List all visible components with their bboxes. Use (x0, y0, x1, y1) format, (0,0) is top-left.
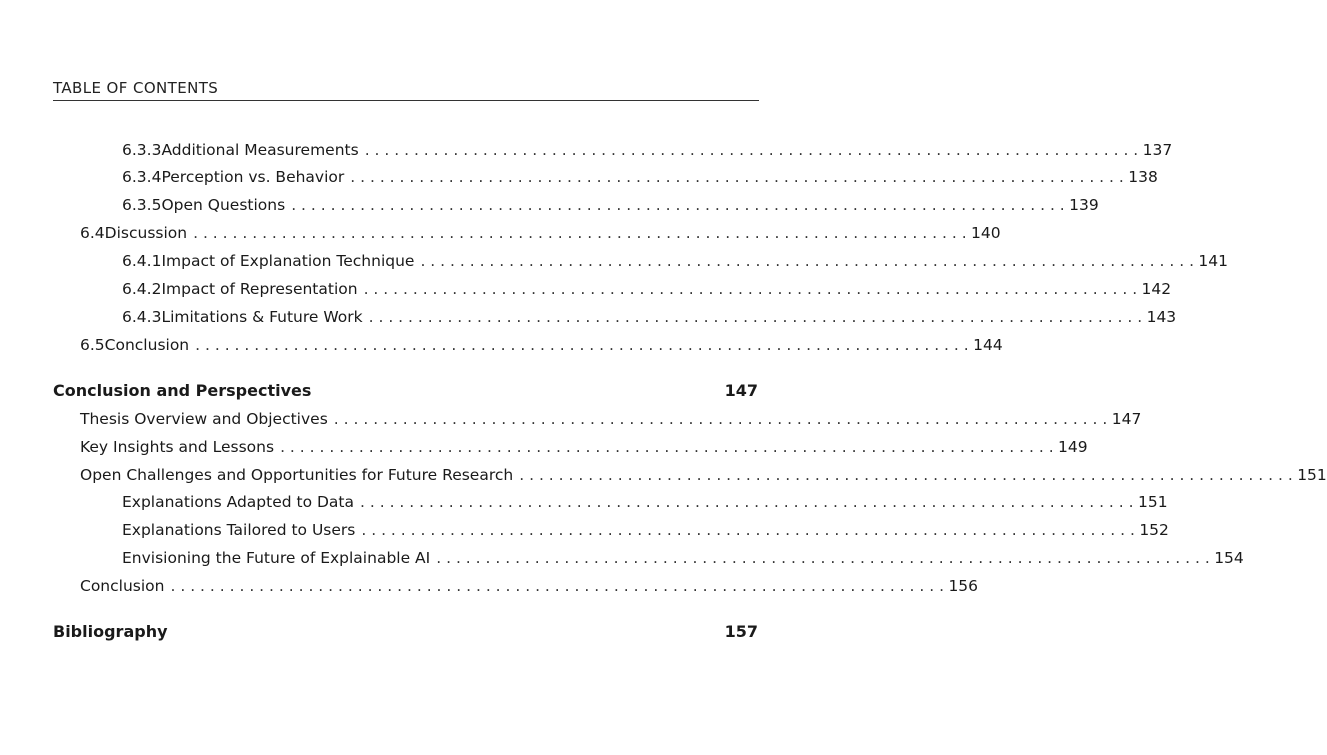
toc-entry-page: 139 (1069, 196, 1099, 214)
toc-chapter-title: Bibliography (53, 622, 168, 641)
toc-entry-title: Open Challenges and Opportunities for Future Research (80, 466, 514, 484)
toc-entry-page: 141 (1198, 252, 1228, 270)
toc-entry-page: 143 (1146, 308, 1177, 326)
toc-leader-dots: . . . . . . . . . . . . . . . . . . . . . . . . . . . . . . . . . . . . . . . . . . . . . . . . . . . . . . . . . . . . . . . . . . . . . . . . . . . . . . . (420, 252, 1194, 270)
toc-entry-title: Perception vs. Behavior (161, 168, 345, 186)
toc-entry[interactable] (80, 466, 1327, 488)
toc-entry-title: Additional Measurements (161, 141, 359, 159)
toc-entry-title: Thesis Overview and Objectives (80, 410, 328, 428)
toc-entry-page: 154 (1214, 549, 1244, 567)
toc-entry-page: 142 (1141, 280, 1172, 298)
toc-entry-number: 6.3.5 (122, 196, 162, 214)
toc-leader-dots: . . . . . . . . . . . . . . . . . . . . . . . . . . . . . . . . . . . . . . . . . . . . . . . . . . . . . . . . . . . . . . . . . . . . . . . . . . . . . . . (368, 308, 1143, 326)
toc-leader-dots: . . . . . . . . . . . . . . . . . . . . . . . . . . . . . . . . . . . . . . . . . . . . . . . . . . . . . . . . . . . . . . . . . . . . . . . . . . . . . . . (350, 168, 1124, 186)
toc-entry-page: 151 (1297, 466, 1327, 484)
toc-entry[interactable] (80, 224, 1001, 246)
toc-entry[interactable] (80, 438, 1088, 460)
toc-entry-number: 6.3.3 (122, 141, 162, 159)
running-head: TABLE OF CONTENTS (53, 79, 219, 97)
toc-entry-title: Impact of Representation (161, 280, 358, 298)
toc-entry-title: Open Questions (161, 196, 286, 214)
toc-entry[interactable] (122, 280, 1172, 302)
toc-entry-title: Impact of Explanation Technique (161, 252, 415, 270)
toc-entry[interactable] (122, 308, 1177, 330)
toc-entry[interactable] (122, 549, 1244, 571)
toc-entry-page: 137 (1142, 141, 1173, 159)
toc-entry[interactable] (122, 252, 1228, 274)
toc-entry-number: 6.4.1 (122, 252, 162, 270)
toc-entry-title: Limitations & Future Work (161, 308, 363, 326)
toc-entry-page: 151 (1137, 493, 1168, 511)
toc-entry-number: 6.3.4 (122, 168, 162, 186)
toc-entry-number: 6.4 (80, 224, 105, 242)
toc-entry-number: 6.4.3 (122, 308, 162, 326)
toc-entry[interactable] (122, 168, 1158, 190)
toc-leader-dots: . . . . . . . . . . . . . . . . . . . . . . . . . . . . . . . . . . . . . . . . . . . . . . . . . . . . . . . . . . . . . . . . . . . . . . . . . . . . . . . (291, 196, 1065, 214)
toc-entry-title: Conclusion (80, 577, 165, 595)
toc-chapter-entry[interactable] (53, 622, 758, 644)
toc-leader-dots: . . . . . . . . . . . . . . . . . . . . . . . . . . . . . . . . . . . . . . . . . . . . . . . . . . . . . . . . . . . . . . . . . . . . . . . . . . . . . . . (195, 336, 969, 354)
toc-entry-page: 156 (948, 577, 979, 595)
toc-entry-number: 6.5 (80, 336, 105, 354)
toc-chapter-page: 147 (724, 381, 758, 400)
toc-entry[interactable] (122, 521, 1169, 543)
toc-entry-number: 6.4.2 (122, 280, 162, 298)
toc-entry-page: 138 (1128, 168, 1158, 186)
toc-leader-dots: . . . . . . . . . . . . . . . . . . . . . . . . . . . . . . . . . . . . . . . . . . . . . . . . . . . . . . . . . . . . . . . . . . . . . . . . . . . . . . . (364, 141, 1139, 159)
toc-entry-title: Explanations Tailored to Users (122, 521, 356, 539)
toc-chapter-page: 157 (724, 622, 758, 641)
toc-leader-dots: . . . . . . . . . . . . . . . . . . . . . . . . . . . . . . . . . . . . . . . . . . . . . . . . . . . . . . . . . . . . . . . . . . . . . . . . . . . . . . . (193, 224, 967, 242)
toc-entry[interactable] (122, 493, 1168, 515)
toc-chapter-entry[interactable] (53, 381, 758, 403)
toc-entry[interactable] (80, 577, 979, 599)
toc-leader-dots: . . . . . . . . . . . . . . . . . . . . . . . . . . . . . . . . . . . . . . . . . . . . . . . . . . . . . . . . . . . . . . . . . . . . . . . . . . . . . . . (333, 410, 1108, 428)
toc-leader-dots: . . . . . . . . . . . . . . . . . . . . . . . . . . . . . . . . . . . . . . . . . . . . . . . . . . . . . . . . . . . . . . . . . . . . . . . . . . . . . . . (360, 493, 1134, 511)
toc-entry-title: Discussion (104, 224, 188, 242)
toc-entry[interactable] (122, 196, 1099, 218)
toc-entry-page: 140 (971, 224, 1001, 242)
toc-entry-page: 149 (1058, 438, 1088, 456)
header-rule (53, 100, 759, 101)
toc-entry[interactable] (80, 410, 1142, 432)
toc-leader-dots: . . . . . . . . . . . . . . . . . . . . . . . . . . . . . . . . . . . . . . . . . . . . . . . . . . . . . . . . . . . . . . . . . . . . . . . . . . . . . . . (519, 466, 1293, 484)
toc-entry[interactable] (80, 336, 1003, 358)
toc-leader-dots: . . . . . . . . . . . . . . . . . . . . . . . . . . . . . . . . . . . . . . . . . . . . . . . . . . . . . . . . . . . . . . . . . . . . . . . . . . . . . . . (361, 521, 1135, 539)
toc-entry-title: Key Insights and Lessons (80, 438, 275, 456)
toc-leader-dots: . . . . . . . . . . . . . . . . . . . . . . . . . . . . . . . . . . . . . . . . . . . . . . . . . . . . . . . . . . . . . . . . . . . . . . . . . . . . . . . (170, 577, 945, 595)
toc-entry-title: Envisioning the Future of Explainable AI (122, 549, 431, 567)
toc-leader-dots: . . . . . . . . . . . . . . . . . . . . . . . . . . . . . . . . . . . . . . . . . . . . . . . . . . . . . . . . . . . . . . . . . . . . . . . . . . . . . . . (363, 280, 1138, 298)
toc-entry-page: 152 (1139, 521, 1169, 539)
toc-entry[interactable] (122, 141, 1173, 163)
toc-leader-dots: . . . . . . . . . . . . . . . . . . . . . . . . . . . . . . . . . . . . . . . . . . . . . . . . . . . . . . . . . . . . . . . . . . . . . . . . . . . . . . . (280, 438, 1054, 456)
toc-entry-title: Explanations Adapted to Data (122, 493, 355, 511)
toc-entry-page: 147 (1111, 410, 1142, 428)
toc-leader-dots: . . . . . . . . . . . . . . . . . . . . . . . . . . . . . . . . . . . . . . . . . . . . . . . . . . . . . . . . . . . . . . . . . . . . . . . . . . . . . . . (436, 549, 1210, 567)
toc-entry-page: 144 (973, 336, 1003, 354)
toc-entry-title: Conclusion (104, 336, 190, 354)
toc-chapter-title: Conclusion and Perspectives (53, 381, 312, 400)
